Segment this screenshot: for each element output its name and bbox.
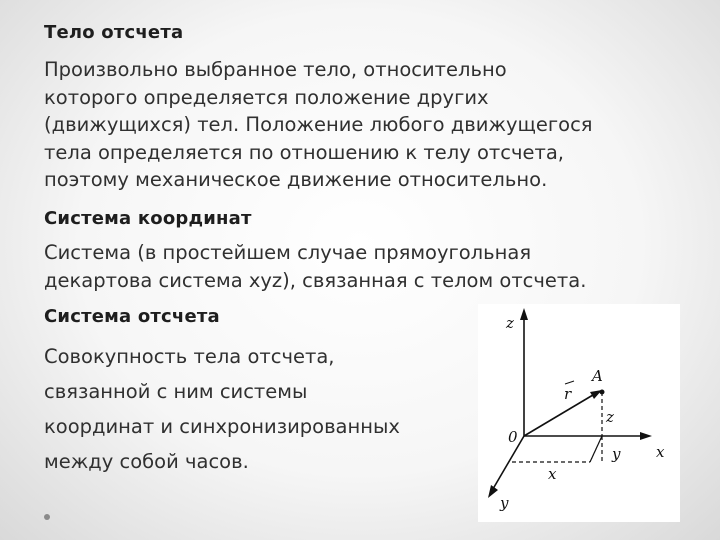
y-axis [490,436,524,494]
coordinate-diagram [478,304,680,522]
text-line: Система (в простейшем случае прямоугольная [44,241,532,264]
heading-reference-body: Тело отсчета [44,22,184,43]
origin-label: 0 [508,428,518,446]
projection-y-label: y [612,445,621,463]
text-line: связанной с ним системы [44,380,308,403]
coordinate-diagram-svg [478,304,680,522]
z-axis-arrowhead [520,308,528,320]
y-axis-arrowhead [488,485,498,498]
text-line: между собой часов. [44,450,249,473]
text-line: поэтому механическое движение относительно. [44,168,548,191]
text-line: декартова система xyz), связанная с телом отсчета. [44,268,587,292]
paragraph-reference-frame [44,339,400,479]
projection-z-label: z [606,408,614,426]
heading-reference-frame: Система отсчета [44,306,220,327]
paragraph-reference-body [44,56,593,194]
text-line: которого определяется положение других [44,85,489,109]
bullet-dot [44,514,50,520]
text-line: тела определяется по отношению к телу отсчета, [44,140,564,164]
heading-coordinate-system: Система координат [44,208,252,229]
x-axis-arrowhead [640,432,652,440]
vector-r-label: r [564,385,572,403]
vector-r-arrow-mark [565,381,574,384]
projection-x-label: x [548,465,557,483]
x-axis-label: x [656,443,665,461]
point-a-marker [600,390,605,395]
text-line: Совокупность тела отсчета, [44,345,335,368]
text-line: координат и синхронизированных [44,415,400,438]
point-a-label: A [592,367,603,385]
z-axis-label: z [506,314,514,332]
paragraph-coordinate-system [44,239,586,294]
y-axis-label: y [500,494,509,512]
text-line: Произвольно выбранное тело, относительно [44,58,507,81]
text-line: (движущихся) тел. Положение любого движущегося [44,113,593,136]
radius-vector [524,392,598,436]
